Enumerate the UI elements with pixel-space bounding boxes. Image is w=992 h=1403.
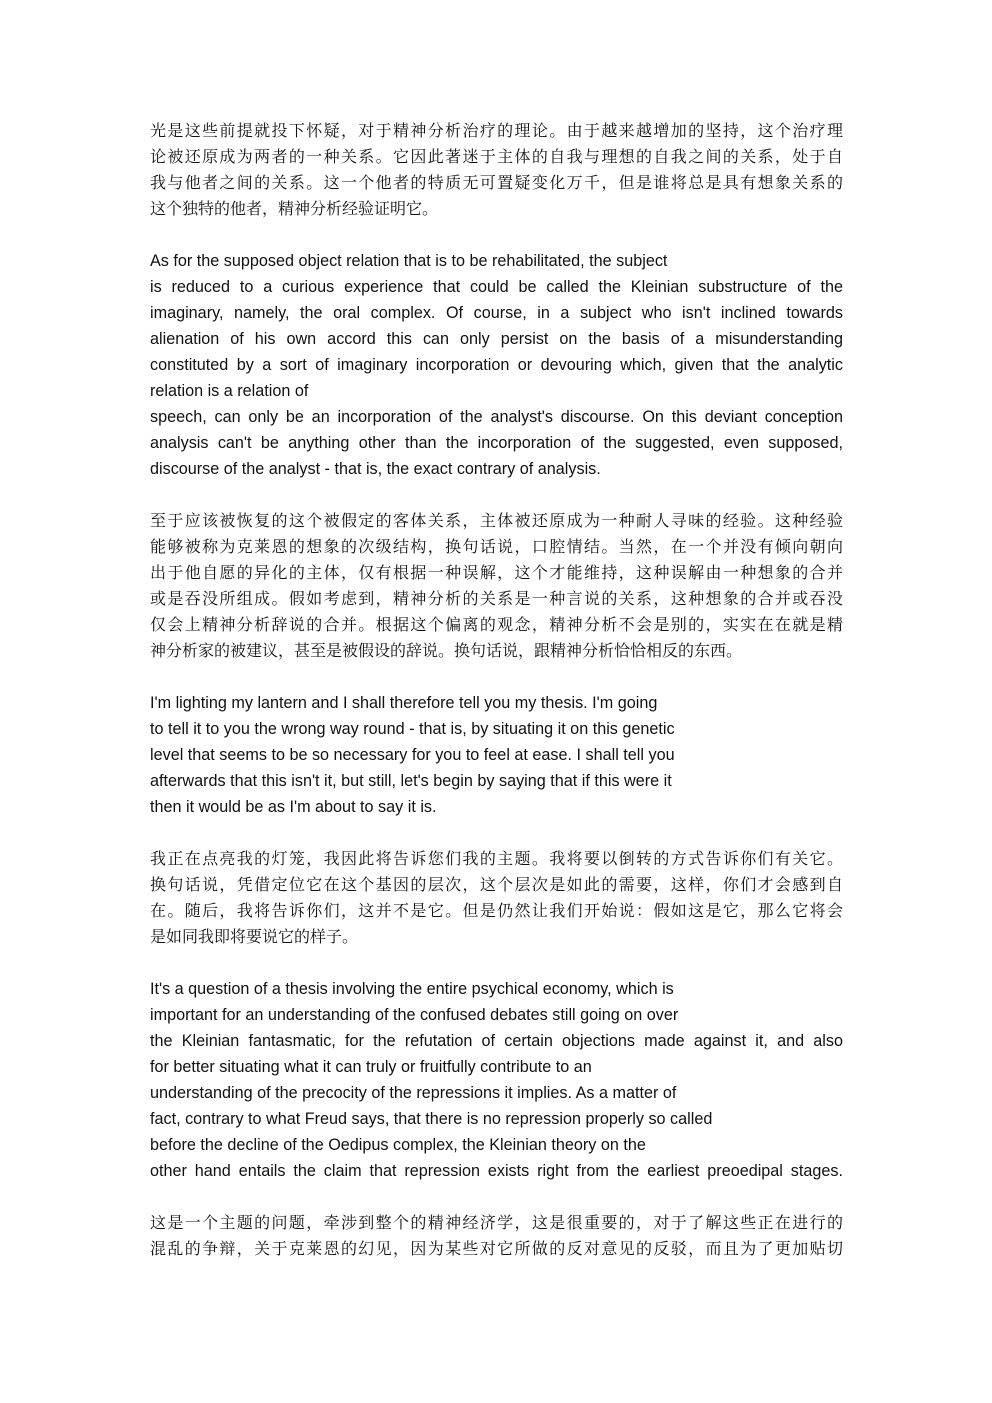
paragraph-en-1: [150, 248, 843, 482]
text-line: It's a question of a thesis involving the entire psychical economy, which is: [150, 980, 674, 998]
text-line: other hand entails the claim that repression exists right from the earliest preoedipal stages.: [150, 1162, 843, 1180]
text-line: 出于他自愿的异化的主体，仅有根据一种误解，这个才能维持，这种误解由一种想象的合并: [150, 563, 843, 582]
document-body: [150, 118, 843, 1262]
paragraph-en-3: [150, 976, 843, 1184]
text-line: 或是吞没所组成。假如考虑到，精神分析的关系是一种言说的关系，这种想象的合并或吞没: [150, 589, 843, 608]
text-line: discourse of the analyst - that is, the exact contrary of analysis.: [150, 460, 601, 478]
text-line: level that seems to be so necessary for you to feel at ease. I shall tell you: [150, 746, 675, 764]
text-line: 光是这些前提就投下怀疑，对于精神分析治疗的理论。由于越来越增加的坚持，这个治疗理: [150, 121, 843, 140]
text-line: relation is a relation of: [150, 382, 309, 400]
text-line: As for the supposed object relation that is to be rehabilitated, the subject: [150, 252, 668, 270]
text-line: alienation of his own accord this can only persist on the basis of a misunderstanding: [150, 330, 843, 348]
text-line: 我正在点亮我的灯笼，我因此将告诉您们我的主题。我将要以倒转的方式告诉你们有关它。: [150, 849, 843, 868]
text-line: afterwards that this isn't it, but still, let's begin by saying that if this were it: [150, 772, 672, 790]
text-line: 仅会上精神分析辞说的合并。根据这个偏离的观念，精神分析不会是别的，实实在在就是精: [150, 615, 843, 634]
text-line: 在。随后，我将告诉你们，这并不是它。但是仍然让我们开始说：假如这是它，那么它将会: [150, 901, 843, 920]
text-line: 这是一个主题的问题，牵涉到整个的精神经济学，这是很重要的，对于了解这些正在进行的: [150, 1213, 843, 1232]
text-line: 是如同我即将要说它的样子。: [150, 927, 359, 946]
text-line: for better situating what it can truly or fruitfully contribute to an: [150, 1058, 592, 1076]
text-line: the Kleinian fantasmatic, for the refutation of certain objections made against it, and also: [150, 1032, 843, 1050]
text-line: 至于应该被恢复的这个被假定的客体关系，主体被还原成为一种耐人寻味的经验。这种经验: [150, 511, 843, 530]
text-line: 神分析家的被建议，甚至是被假设的辞说。换句话说，跟精神分析恰恰相反的东西。: [150, 641, 743, 660]
text-line: fact, contrary to what Freud says, that there is no repression properly so called: [150, 1110, 713, 1128]
text-line: to tell it to you the wrong way round - that is, by situating it on this genetic: [150, 720, 675, 738]
text-line: speech, can only be an incorporation of the analyst's discourse. On this deviant conception: [150, 408, 843, 426]
paragraph-zh-3: [150, 846, 843, 950]
text-line: analysis can't be anything other than the incorporation of the suggested, even supposed,: [150, 434, 843, 452]
text-line: 能够被称为克莱恩的想象的次级结构，换句话说，口腔情结。当然，在一个并没有倾向朝向: [150, 537, 843, 556]
text-line: 论被还原成为两者的一种关系。它因此著迷于主体的自我与理想的自我之间的关系，处于自: [150, 147, 843, 166]
paragraph-zh-1: [150, 118, 843, 222]
text-line: 我与他者之间的关系。这一个他者的特质无可置疑变化万千，但是谁将总是具有想象关系的: [150, 173, 843, 192]
paragraph-en-2: [150, 690, 843, 820]
text-line: understanding of the precocity of the repressions it implies. As a matter of: [150, 1084, 677, 1102]
text-line: before the decline of the Oedipus complex, the Kleinian theory on the: [150, 1136, 646, 1154]
text-line: then it would be as I'm about to say it is.: [150, 798, 437, 816]
text-line: I'm lighting my lantern and I shall therefore tell you my thesis. I'm going: [150, 694, 658, 712]
text-line: imaginary, namely, the oral complex. Of course, in a subject who isn't inclined towards: [150, 304, 843, 322]
text-line: important for an understanding of the confused debates still going on over: [150, 1006, 679, 1024]
paragraph-zh-4: [150, 1210, 843, 1262]
text-line: 这个独特的他者，精神分析经验证明它。: [150, 199, 439, 218]
paragraph-zh-2: [150, 508, 843, 664]
text-line: 换句话说，凭借定位它在这个基因的层次，这个层次是如此的需要，这样，你们才会感到自: [150, 875, 843, 894]
text-line: 混乱的争辩，关于克莱恩的幻见，因为某些对它所做的反对意见的反驳，而且为了更加贴切: [150, 1239, 843, 1258]
text-line: constituted by a sort of imaginary incorporation or devouring which, given that the analytic: [150, 356, 843, 374]
text-line: is reduced to a curious experience that could be called the Kleinian substructure of the: [150, 278, 843, 296]
